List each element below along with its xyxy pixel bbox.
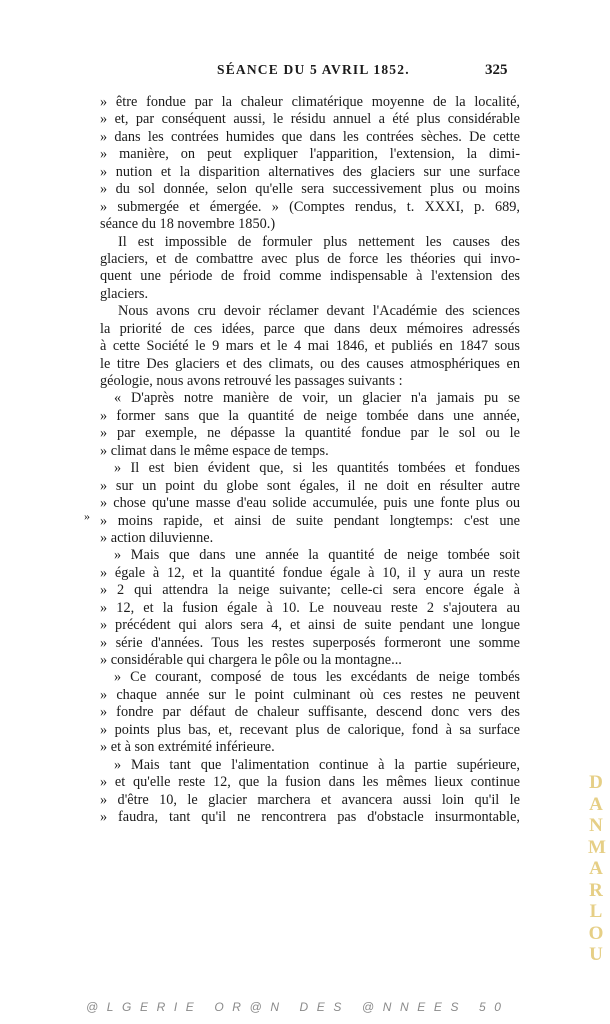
text-line: » et qu'elle reste 12, que la fusion dans les mêmes lieux continue: [100, 774, 520, 791]
text-line: « D'après notre manière de voir, un glacier n'a jamais pu se: [114, 390, 520, 407]
text-line: glaciers, et de combattre avec plus de force les théories qui invo-: [100, 250, 520, 267]
text-line: » du sol donnée, selon qu'elle sera successivement plus ou moins: [100, 181, 520, 198]
watermark: DANMARLOU: [588, 772, 606, 965]
text-line: géologie, nous avons retrouvé les passages suivants :: [100, 373, 403, 389]
text-line: Il est impossible de formuler plus nettement les causes des: [118, 233, 520, 250]
text-line: » action diluvienne.: [100, 529, 214, 546]
text-line: » Mais tant que l'alimentation continue à la partie supérieure,: [114, 756, 520, 773]
text-line: » Ce courant, composé de tous les excédants de neige tombés: [114, 669, 520, 686]
text-line: » d'être 10, le glacier marchera et avancera aussi loin qu'il le: [100, 791, 520, 808]
text-line: à cette Société le 9 mars et le 4 mai 1846, et publiés en 1847 sous: [100, 338, 520, 355]
text-line: » être fondue par la chaleur climatérique moyenne de la localité,: [100, 94, 520, 110]
text-line: » égale à 12, et la quantité fondue égale à 10, il y aura un reste: [100, 564, 520, 581]
text-line: » former sans que la quantité de neige tombée dans une année,: [100, 407, 520, 424]
text-line: » moins rapide, et ainsi de suite pendant longtemps: c'est une: [100, 512, 520, 529]
text-line: la priorité de ces idées, parce que dans deux mémoires adressés: [100, 320, 520, 337]
text-line: » Mais que dans une année la quantité de neige tombée soit: [114, 547, 520, 564]
text-line: quent une période de froid comme indispensable à l'extension des: [100, 268, 520, 285]
text-line: » précédent qui alors sera 4, et ainsi de suite pendant une longue: [100, 617, 520, 634]
text-line: » série d'années. Tous les restes superposés formeront une somme: [100, 634, 520, 651]
text-line: » climat dans le même espace de temps.: [100, 442, 329, 459]
text-line: » et à son extrémité inférieure.: [100, 739, 275, 756]
text-line: » dans les contrées humides que dans les contrées sèches. De cette: [100, 128, 520, 145]
text-line: » considérable qui chargera le pôle ou la montagne...: [100, 652, 402, 668]
text-line: » sur un point du globe sont égales, il ne doit en résulter autre: [100, 477, 520, 494]
text-line: » chose qu'une masse d'eau solide accumulée, puis une fonte plus ou: [100, 495, 520, 512]
text-line: le titre Des glaciers et des climats, ou des causes atmosphériques en: [100, 355, 520, 372]
footer-watermark: @LGERIE OR@N DES @NNEES 50: [86, 1000, 510, 1014]
text-line: » manière, on peut expliquer l'apparition, l'extension, la dimi-: [100, 146, 520, 163]
page-number: 325: [485, 62, 508, 78]
text-line: » par exemple, ne dépasse la quantité fondue par le sol ou le: [100, 425, 520, 442]
running-title: SÉANCE DU 5 AVRIL 1852.: [217, 62, 410, 77]
text-line: séance du 18 novembre 1850.): [100, 216, 276, 233]
text-line: » 2 qui attendra la neige suivante; celle-ci sera encore égale à: [100, 582, 520, 599]
text-line: » submergée et émergée. » (Comptes rendus, t. XXXI, p. 689,: [100, 198, 520, 215]
text-line: » nution et la disparition alternatives des glaciers sur une surface: [100, 163, 520, 180]
text-line: » Il est bien évident que, si les quantités tombées et fondues: [114, 460, 520, 477]
body-text: [100, 94, 520, 826]
page-header: [0, 62, 610, 84]
text-line: Nous avons cru devoir réclamer devant l'Académie des sciences: [118, 303, 520, 320]
text-line: glaciers.: [100, 285, 149, 302]
text-line: » faudra, tant qu'il ne rencontrera pas d'obstacle insurmontable,: [100, 808, 520, 825]
text-line: » points plus bas, et, recevant plus de calorique, fond à sa surface: [100, 721, 520, 738]
text-line: » fondre par défaut de chaleur suffisante, descend donc vers des: [100, 704, 520, 721]
text-line: » chaque année sur le point culminant où ces restes ne peuvent: [100, 686, 520, 703]
text-line: » et, par conséquent aussi, le résidu annuel a été plus considérable: [100, 111, 520, 128]
margin-mark: »: [84, 509, 90, 523]
text-line: » 12, et la fusion égale à 10. Le nouveau reste 2 s'ajoutera au: [100, 599, 520, 616]
